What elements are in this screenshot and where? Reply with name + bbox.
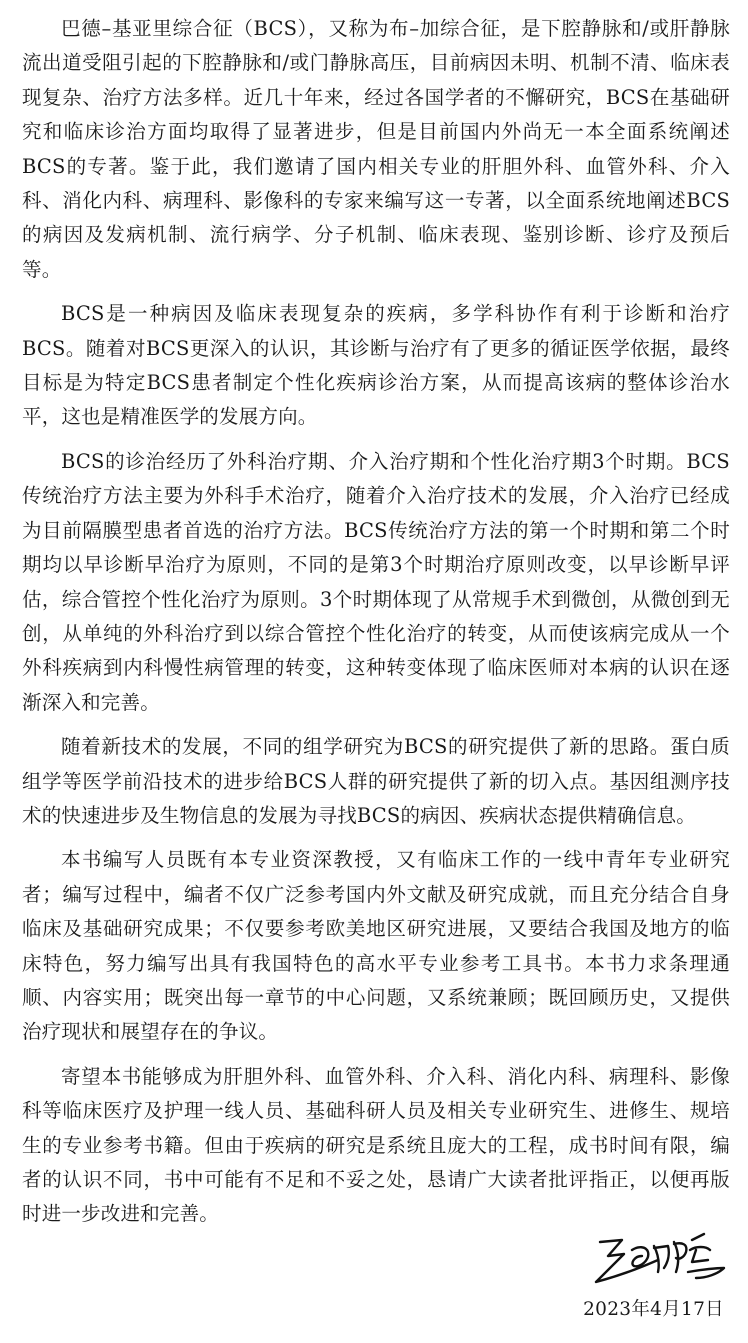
paragraph-4: 随着新技术的发展，不同的组学研究为BCS的研究提供了新的思路。蛋白质组学等医学前沿技术的进步给BCS人群的研究提供了新的切入点。基因组测序技术的快速进步及生物信息的发展为寻找BCS的病因、疾病状态提供精确信息。 xyxy=(22,735,730,827)
paragraph-5: 本书编写人员既有本专业资深教授，又有临床工作的一线中青年专业研究者；编写过程中，编者不仅广泛参考国内外文献及研究成就，而且充分结合自身临床及基础研究成果；不仅要参考欧美地区研究进展，又要结合我国及地方的临床特色，努力编写出具有我国特色的高水平专业参考工具书。本书力求条理通顺、内容实用；既突出每一章节的中心问题，又系统兼顾；既回顾历史，又提供治疗现状和展望存在的争议。 xyxy=(22,848,730,1044)
paragraph-3: BCS的诊治经历了外科治疗期、介入治疗期和个性化治疗期3个时期。BCS传统治疗方法主要为外科手术治疗，随着介入治疗技术的发展，介入治疗已经成为目前隔膜型患者首选的治疗方法。BCS传统治疗方法的第一个时期和第二个时期均以早诊断早治疗为原则，不同的是第3个时期治疗原则改变，以早诊断早评估，综合管控个性化治疗为原则。3个时期体现了从常规手术到微创，从微创到无创，从单纯的外科治疗到以综合管控个性化治疗的转变，从而使该病完成从一个外科疾病到内科慢性病管理的转变，这种转变体现了临床医师对本病的认识在逐渐深入和完善。 xyxy=(22,449,730,714)
paragraph-6: 寄望本书能够成为肝胆外科、血管外科、介入科、消化内科、病理科、影像科等临床医疗及护理一线人员、基础科研人员及相关专业研究生、进修生、规培生的专业参考书籍。但由于疾病的研究是系统且庞大的工程，成书时间有限，编者的认识不同，书中可能有不足和不妥之处，恳请广大读者批评指正，以便再版时进一步改进和完善。 xyxy=(22,1064,730,1226)
preface-body xyxy=(22,12,730,1232)
handwritten-signature xyxy=(588,1228,738,1290)
paragraph-2: BCS是一种病因及临床表现复杂的疾病，多学科协作有利于诊断和治疗BCS。随着对BCS更深入的认识，其诊断与治疗有了更多的循证医学依据，最终目标是为特定BCS患者制定个性化疾病诊治方案，从而提高该病的整体诊治水平，这也是精准医学的发展方向。 xyxy=(22,302,730,429)
date: 2023年4月17日 xyxy=(583,1299,724,1320)
paragraph-1: 巴德–基亚里综合征（BCS），又称为布–加综合征，是下腔静脉和/或肝静脉流出道受阻引起的下腔静脉和/或门静脉高压，目前病因未明、机制不清、临床表现复杂、治疗方法多样。近几十年来，经过各国学者的不懈研究，BCS在基础研究和临床诊治方面均取得了显著进步，但是目前国内外尚无一本全面系统阐述BCS的专著。鉴于此，我们邀请了国内相关专业的肝胆外科、血管外科、介入科、消化内科、病理科、影像科的专家来编写这一专著，以全面系统地阐述BCS的病因及发病机制、流行病学、分子机制、临床表现、鉴别诊断、诊疗及预后等。 xyxy=(22,17,730,281)
